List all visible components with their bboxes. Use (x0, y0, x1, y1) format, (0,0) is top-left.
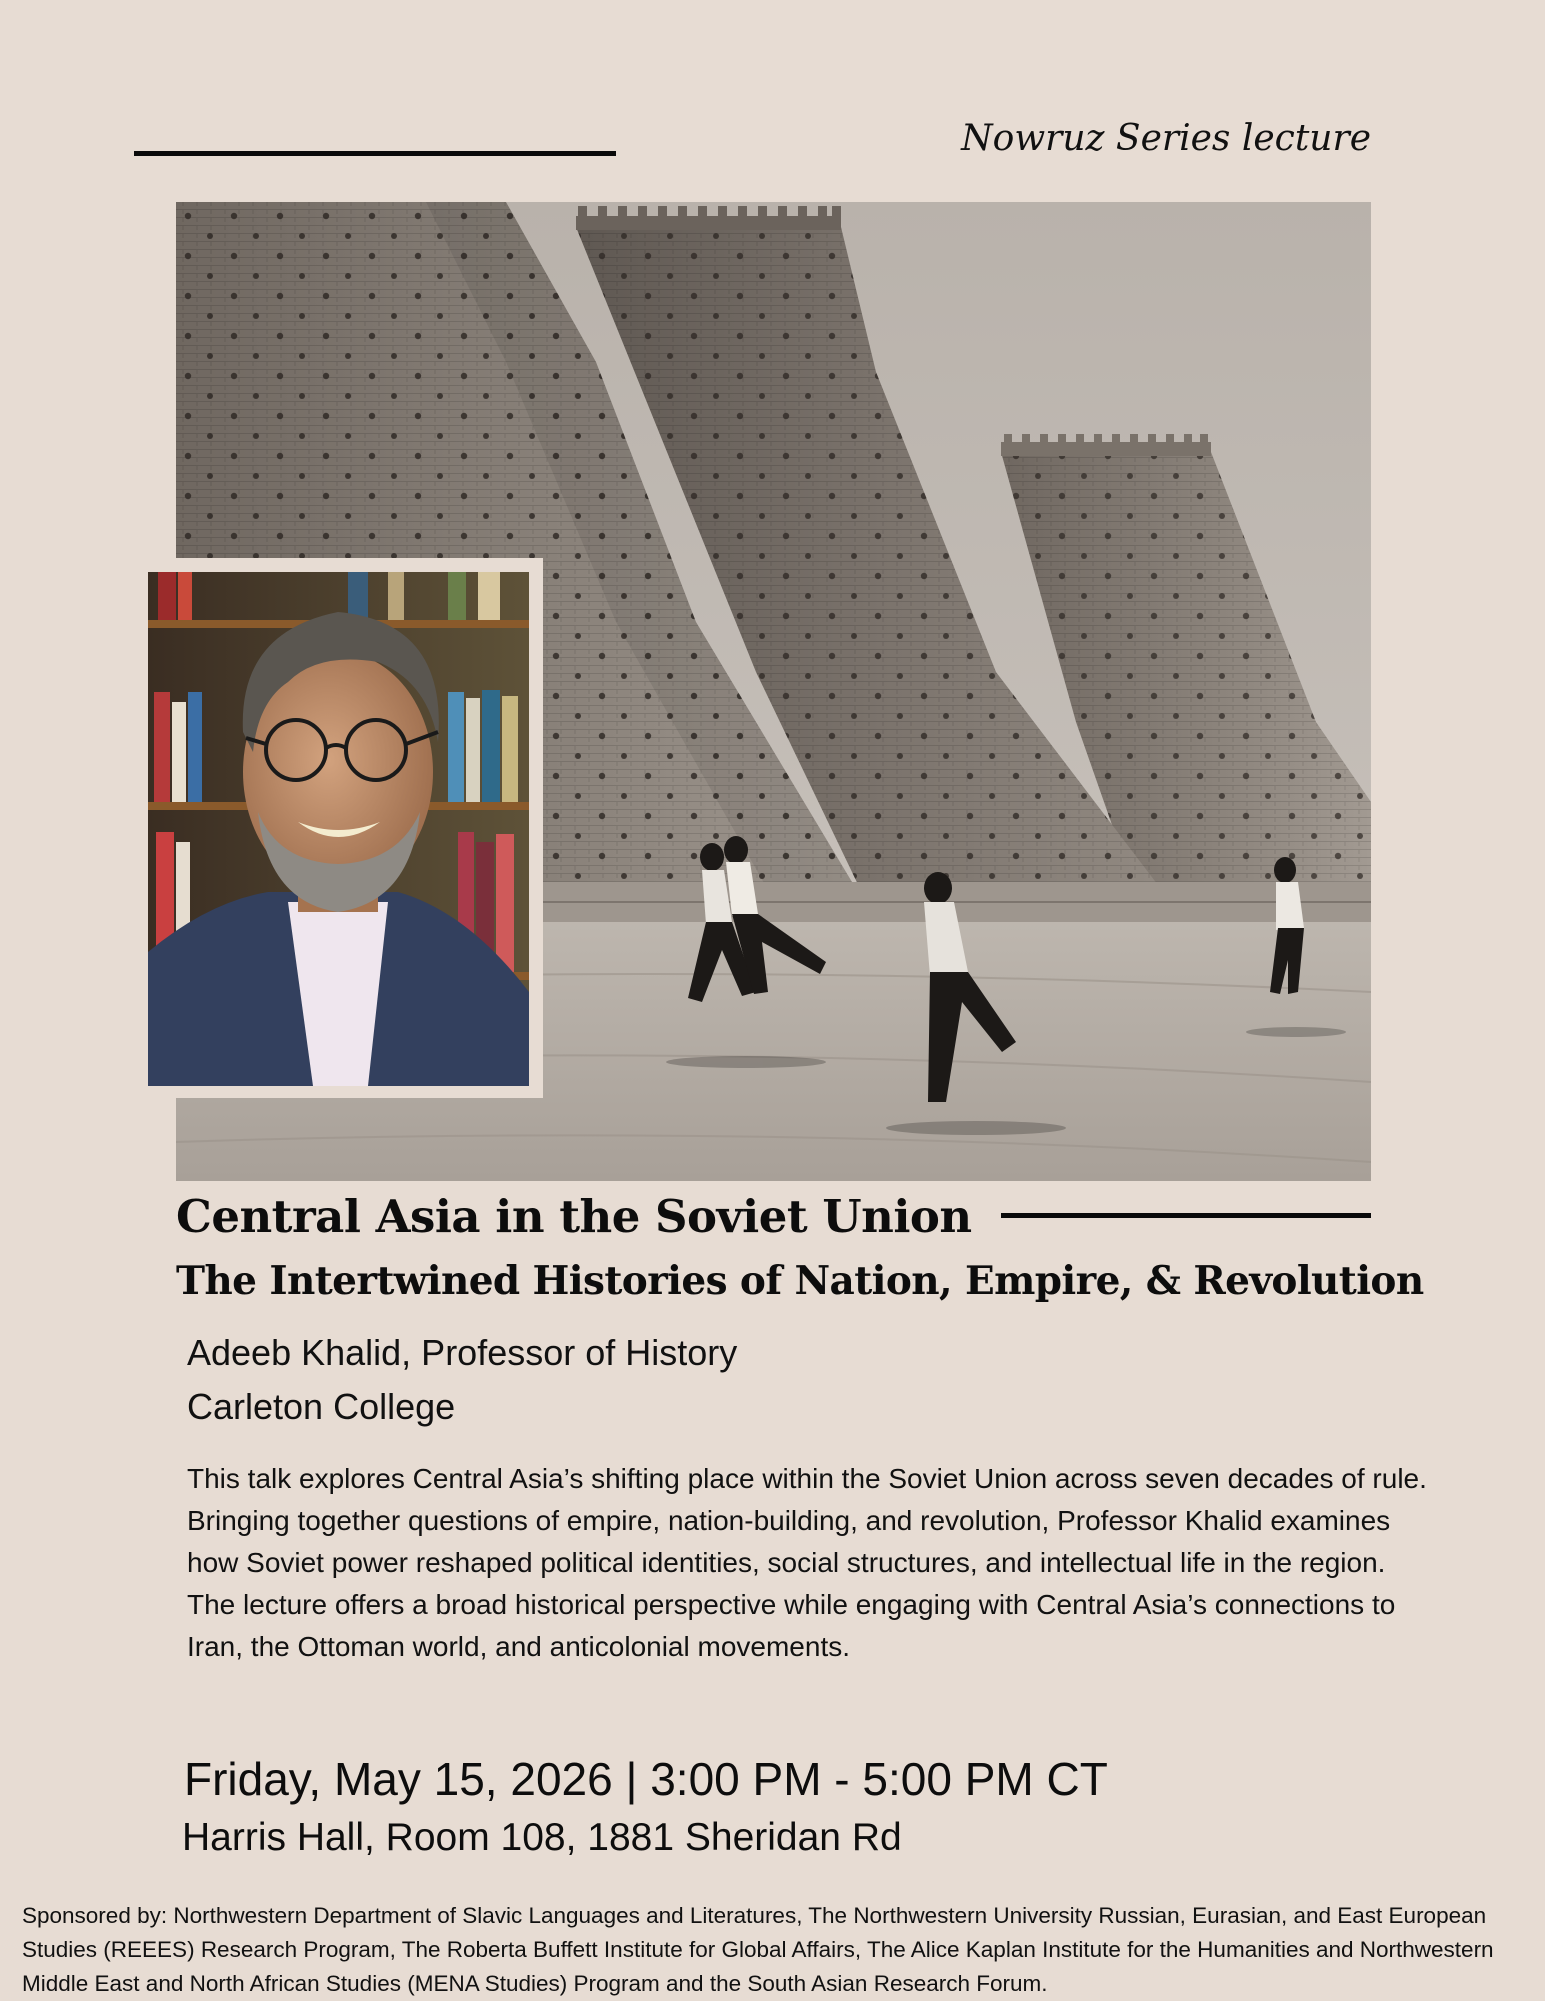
speaker-institution: Carleton College (187, 1386, 456, 1427)
lecture-description (187, 1458, 1437, 1668)
title-decorative-rule (1001, 1213, 1371, 1218)
lecture-subtitle: The Intertwined Histories of Nation, Empire, & Revolution (176, 1258, 1424, 1304)
speaker-portrait (148, 572, 529, 1086)
event-venue: Harris Hall, Room 108, 1881 Sheridan Rd (182, 1816, 902, 1859)
lecture-title: Central Asia in the Soviet Union (176, 1190, 972, 1243)
speaker-name: Adeeb Khalid, Professor of History (187, 1332, 738, 1373)
series-label: Nowruz Series lecture (961, 118, 1371, 159)
event-datetime: Friday, May 15, 2026 | 3:00 PM - 5:00 PM CT (184, 1753, 1108, 1805)
sponsors-text: Sponsored by: Northwestern Department of Slavic Languages and Literatures, The Northwestern University Russian, Eurasian, and East European Studies (REEES) Research Program, The Roberta Buffett Institute for Global Affairs, The Alice Kaplan Institute for the Humanities and Northwestern Middle East and North African Studies (MENA Studies) Program and the South Asian Research Forum. (22, 1903, 1494, 1996)
description-paragraph: The lecture offers a broad historical perspective while engaging with Central Asia’s connections to Iran, the Ottoman world, and anticolonial movements. (187, 1589, 1396, 1662)
top-decorative-rule (134, 151, 616, 156)
description-paragraph: This talk explores Central Asia’s shifting place within the Soviet Union across seven decades of rule. Bringing together questions of empire, nation-building, and revolution, Professor Khalid examines how Soviet power reshaped political identities, social structures, and intellectual life in the region. (187, 1463, 1427, 1578)
